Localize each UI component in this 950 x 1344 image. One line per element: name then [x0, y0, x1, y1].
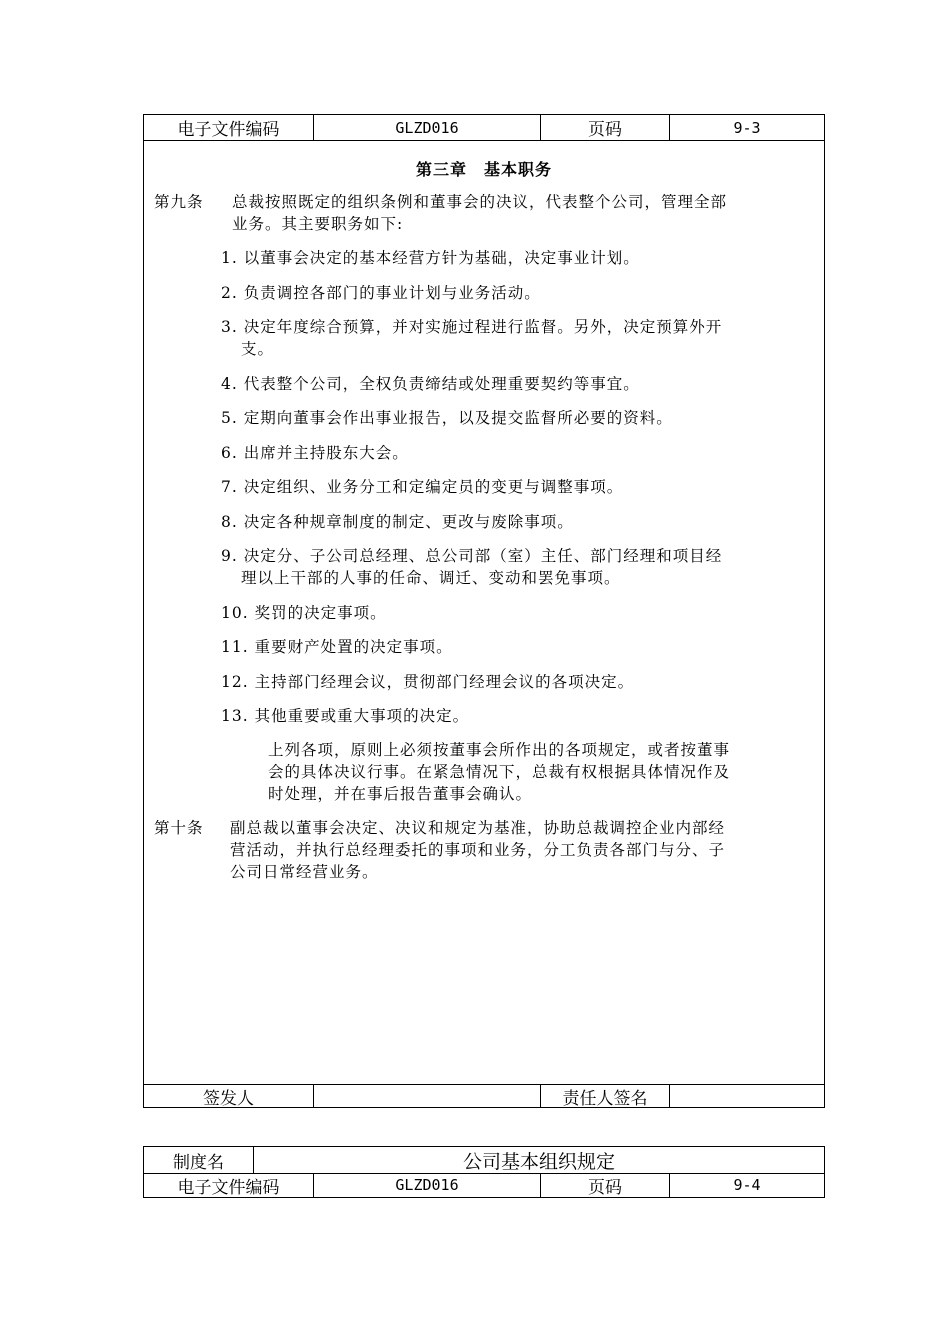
list-item: 10. 奖罚的决定事项。 [221, 604, 387, 622]
paragraph-line: 上列各项，原则上必须按董事会所作出的各项规定，或者按董事 [268, 741, 731, 759]
list-item: 9. 决定分、子公司总经理、总公司部（室）主任、部门经理和项目经 [221, 547, 723, 565]
list-item: 8. 决定各种规章制度的制定、更改与废除事项。 [221, 513, 574, 531]
article-9-line-2: 业务。其主要职务如下: [232, 215, 404, 233]
list-item: 5. 定期向董事会作出事业报告，以及提交监督所必要的资料。 [221, 409, 673, 427]
article-10-line-3: 公司日常经营业务。 [230, 863, 379, 881]
responsible-signature-field[interactable] [670, 1085, 824, 1108]
page-label: 页码 [541, 115, 670, 140]
page-value: 9-3 [733, 118, 761, 137]
document-page-9-3 [143, 114, 825, 1108]
system-name-row [144, 1147, 824, 1174]
issuer-signature-field[interactable] [314, 1085, 541, 1108]
issuer-label: 签发人 [144, 1085, 314, 1108]
list-item-continuation: 支。 [241, 340, 275, 358]
signature-row [144, 1084, 824, 1108]
code-label: 电子文件编码 [144, 1173, 314, 1197]
list-item: 7. 决定组织、业务分工和定编定员的变更与调整事项。 [221, 478, 624, 496]
code-value: GLZD016 [314, 1173, 541, 1197]
paragraph-line: 会的具体决议行事。在紧急情况下，总裁有权根据具体情况作及 [268, 763, 731, 781]
list-item: 11. 重要财产处置的决定事项。 [221, 638, 453, 656]
list-item: 1. 以董事会决定的基本经营方针为基础，决定事业计划。 [221, 249, 640, 267]
list-item: 13. 其他重要或重大事项的决定。 [221, 707, 470, 725]
chapter-title: 第三章 基本职务 [415, 160, 552, 179]
list-item: 2. 负责调控各部门的事业计划与业务活动。 [221, 284, 541, 302]
page-label: 页码 [541, 1173, 670, 1197]
list-item: 4. 代表整个公司，全权负责缔结或处理重要契约等事宜。 [221, 375, 640, 393]
article-10-line-2: 营活动，并执行总经理委托的事项和业务，分工负责各部门与分、子 [230, 841, 726, 859]
code-value: GLZD016 [314, 115, 541, 140]
content-area [144, 115, 824, 1083]
page-value: 9-4 [733, 1176, 761, 1194]
article-10-label: 第十条 [154, 819, 204, 837]
list-item: 6. 出席并主持股东大会。 [221, 444, 409, 462]
paragraph-line: 时处理，并在事后报告董事会确认。 [268, 785, 533, 803]
list-item: 12. 主持部门经理会议，贯彻部门经理会议的各项决定。 [221, 673, 635, 691]
list-item-continuation: 理以上干部的人事的任命、调迁、变动和罢免事项。 [241, 569, 621, 587]
article-9-line-1: 总裁按照既定的组织条例和董事会的决议，代表整个公司，管理全部 [232, 193, 728, 211]
article-10-line-1: 副总裁以董事会决定、决议和规定为基准，协助总裁调控企业内部经 [230, 819, 726, 837]
code-label: 电子文件编码 [144, 115, 314, 140]
system-name-value: 公司基本组织规定 [462, 1150, 615, 1173]
list-item: 3. 决定年度综合预算，并对实施过程进行监督。另外，决定预算外开 [221, 318, 723, 336]
document-page-9-4-header [143, 1146, 825, 1198]
responsible-label: 责任人签名 [541, 1085, 670, 1108]
system-name-label: 制度名 [144, 1147, 254, 1173]
header-row [144, 1173, 824, 1197]
article-9-label: 第九条 [154, 193, 204, 211]
